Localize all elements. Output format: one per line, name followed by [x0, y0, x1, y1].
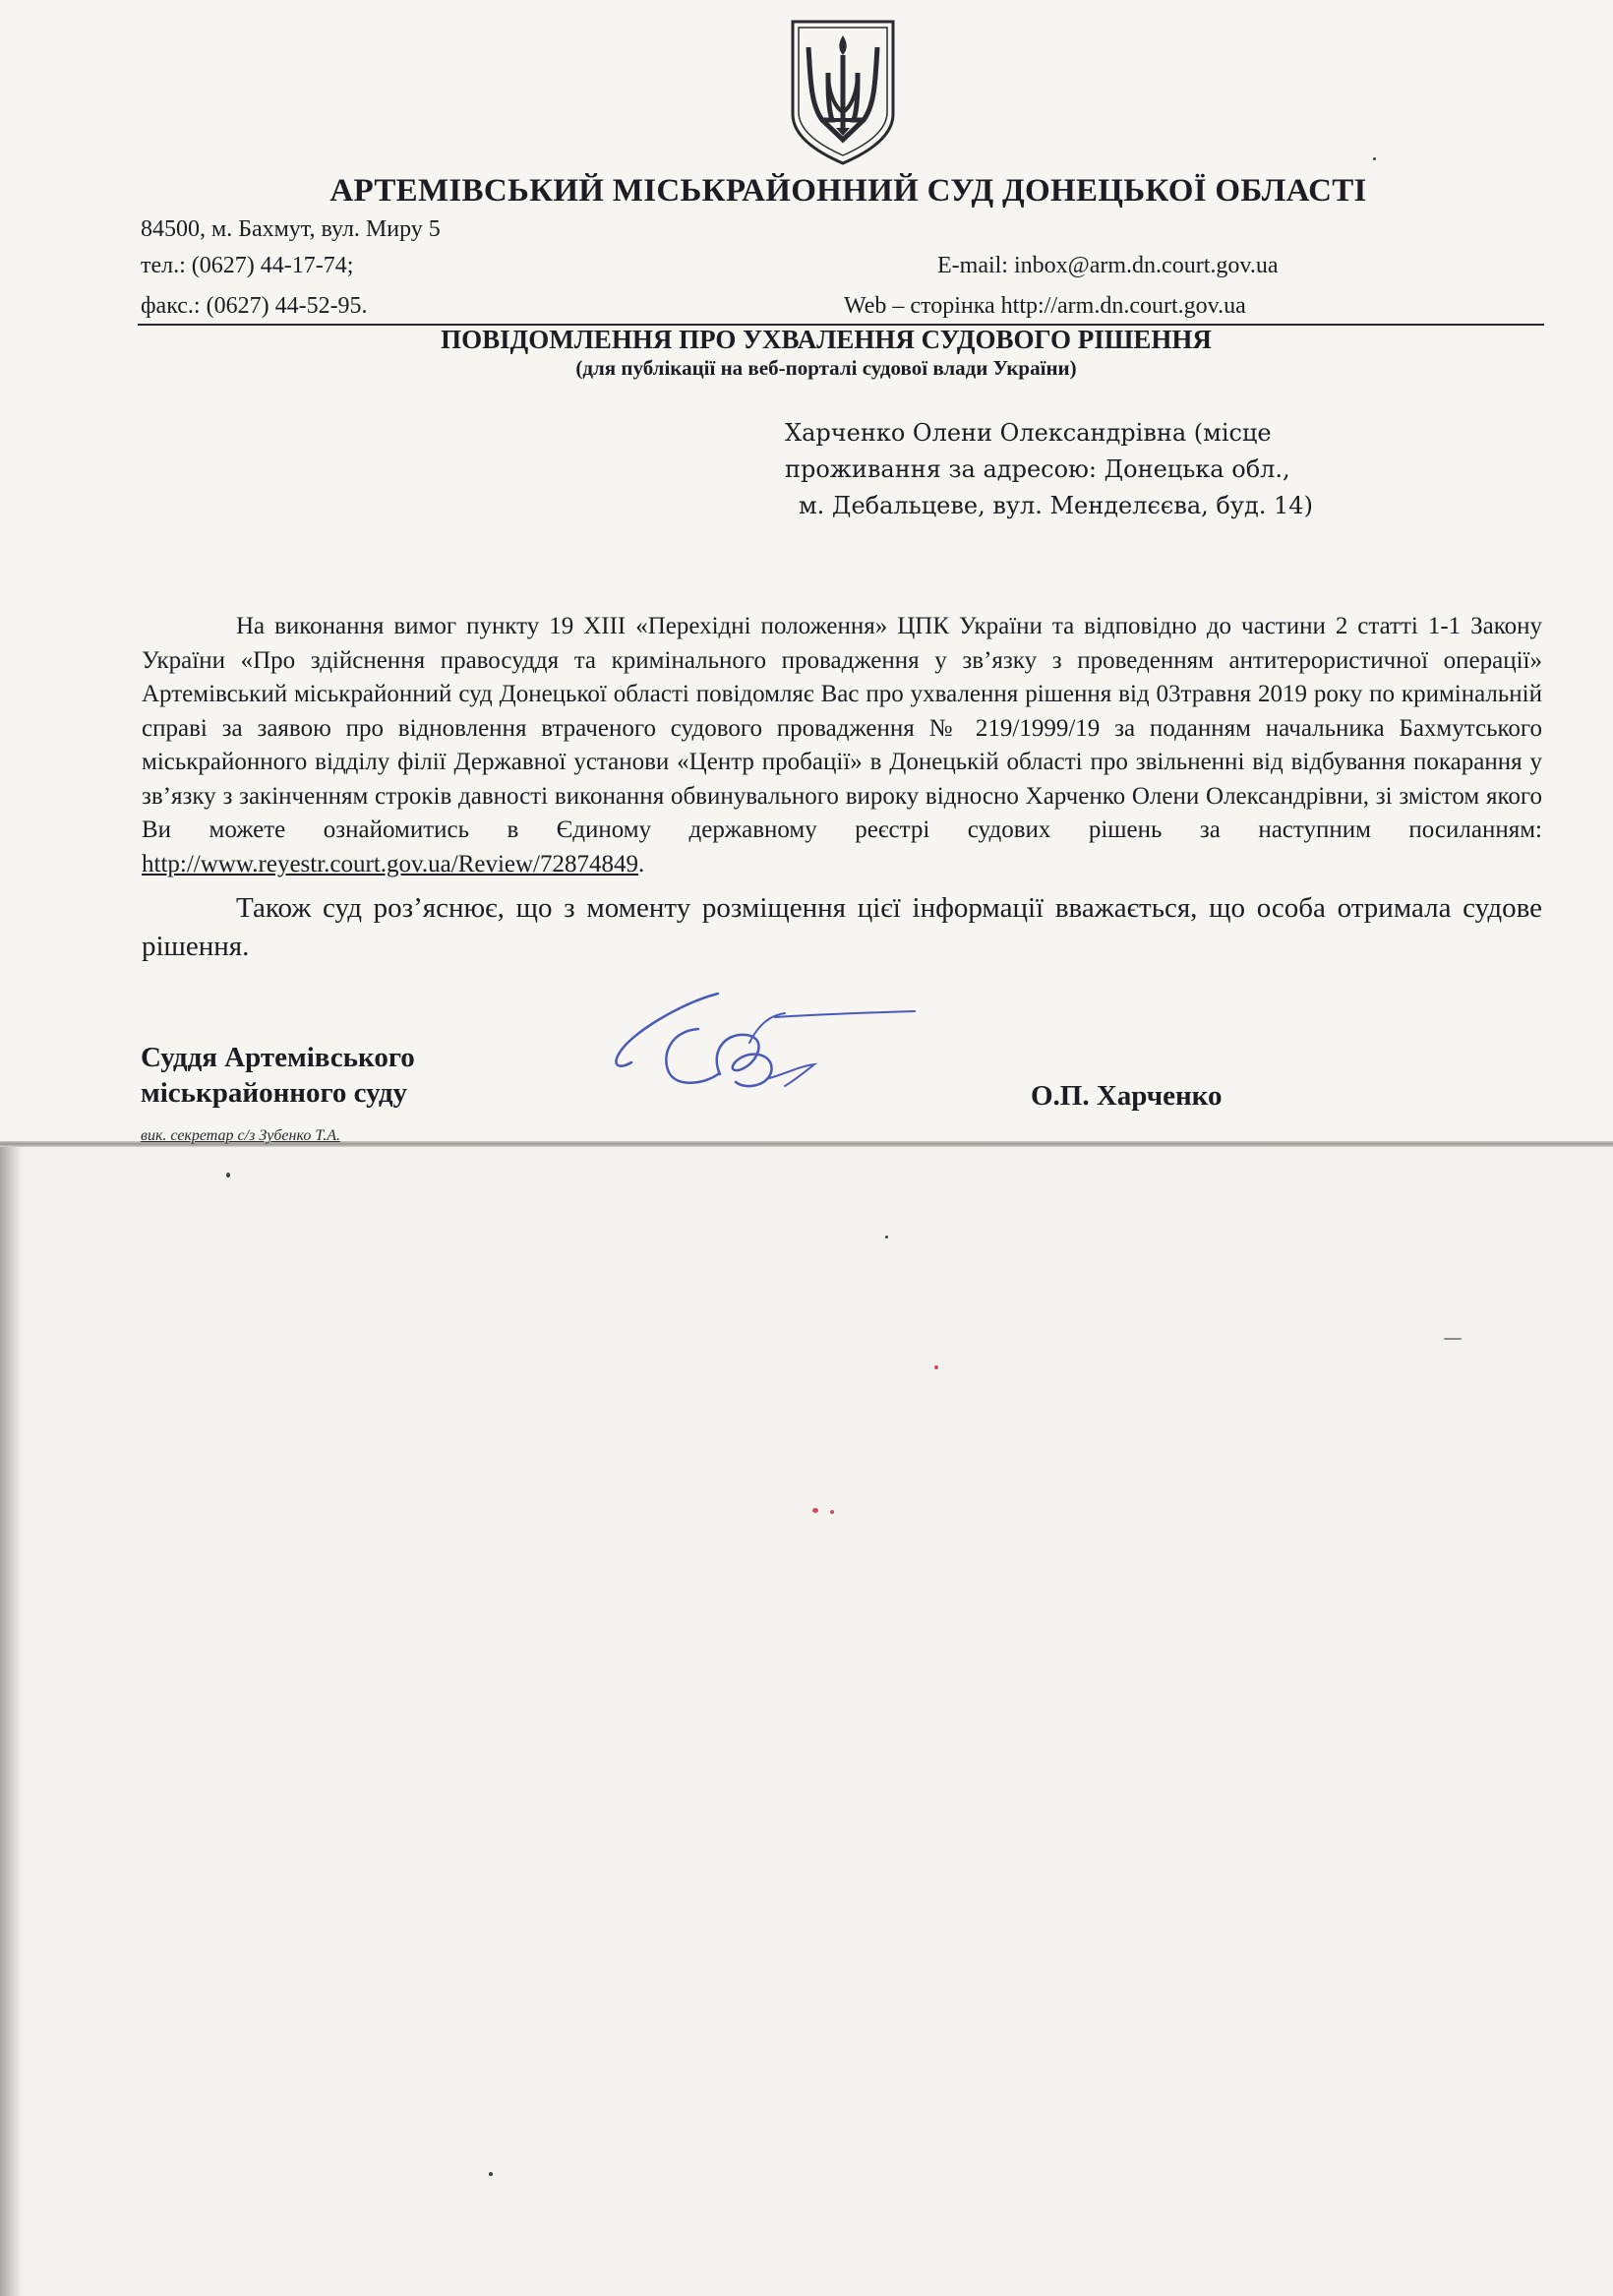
scan-speck [885, 1236, 888, 1239]
scan-speck [1444, 1338, 1462, 1340]
addressee-line-3: м. Дебальцеве, вул. Менделєєва, буд. 14) [799, 492, 1313, 519]
judge-title-line-1: Суддя Артемівського [141, 1042, 415, 1073]
court-fax: факс.: (0627) 44-52-95. [141, 293, 368, 319]
court-website: Web – сторінка http://arm.dn.court.gov.ua [844, 293, 1246, 319]
notice-title: ПОВІДОМЛЕННЯ ПРО УХВАЛЕННЯ СУДОВОГО РІШЕННЯ [441, 325, 1212, 354]
judge-title-line-2: міськрайонного суду [141, 1077, 408, 1109]
body-paragraph-2: Також суд роз’яснює, що з моменту розміщення цієї інформації вважається, що особа отримала судове рішення. [142, 892, 1542, 962]
court-phone: тел.: (0627) 44-17-74; [141, 253, 354, 278]
registry-link[interactable]: http://www.reyestr.court.gov.ua/Review/72874849 [142, 850, 639, 877]
court-email: E-mail: inbox@arm.dn.court.gov.ua [937, 253, 1279, 278]
notice-body [142, 610, 1542, 966]
body-paragraph-1 [142, 610, 1542, 881]
body-paragraph-1-text: На виконання вимог пункту 19 XIII «Перехідні положення» ЦПК України та відповідно до частини 2 статті 1-1 Закону України «Про здійснення правосуддя та кримінального провадження у зв’язку з проведенням антитерористичної операції» Артемівський міськрайонний суд Донецької області повідомляє Вас про ухвалення рішення від 03травня 2019 року по кримінальній справі за заявою про відновлення втраченого судового провадження № 219/1999/19 за поданням начальника Бахмутського міськрайонного відділу філії Державної установи «Центр пробації» в Донецькій області про звільненні від відбування покарання у зв’язку з закінченням строків давності виконання обвинувального вироку відносно Харченко Олени Олександрівни, зі змістом якого Ви можете ознайомитись в Єдиному державному реєстрі судових рішень за наступним посиланням: [142, 613, 1542, 843]
scan-edge-shadow [0, 1147, 22, 2296]
document-page-upper [0, 0, 1613, 1143]
executor-note: вик. секретар с/з Зубенко Т.А. [141, 1127, 340, 1144]
judge-title [141, 1040, 415, 1111]
registry-link-suffix: . [638, 850, 645, 877]
notice-subtitle: (для публікації на веб-порталі судової влади України) [575, 356, 1077, 380]
scan-speck [489, 2172, 493, 2176]
document-page-lower [0, 1143, 1613, 2296]
addressee-line-2: проживання за адресою: Донецька обл., [785, 455, 1290, 483]
scan-speck [812, 1508, 818, 1513]
ukraine-trident-emblem-icon [787, 18, 899, 167]
scan-speck [934, 1365, 938, 1369]
scan-speck [1373, 157, 1376, 160]
addressee-block [785, 415, 1375, 524]
addressee-line-1: Харченко Олени Олександрівна (місце [785, 419, 1272, 447]
court-address: 84500, м. Бахмут, вул. Миру 5 [141, 216, 441, 242]
handwritten-signature [602, 984, 926, 1121]
scan-speck [226, 1173, 230, 1178]
scan-speck [830, 1510, 834, 1514]
court-name-heading: АРТЕМІВСЬКИЙ МІСЬКРАЙОННИЙ СУД ДОНЕЦЬКОЇ ОБЛАСТІ [329, 173, 1367, 209]
judge-name: О.П. Харченко [1031, 1080, 1223, 1112]
